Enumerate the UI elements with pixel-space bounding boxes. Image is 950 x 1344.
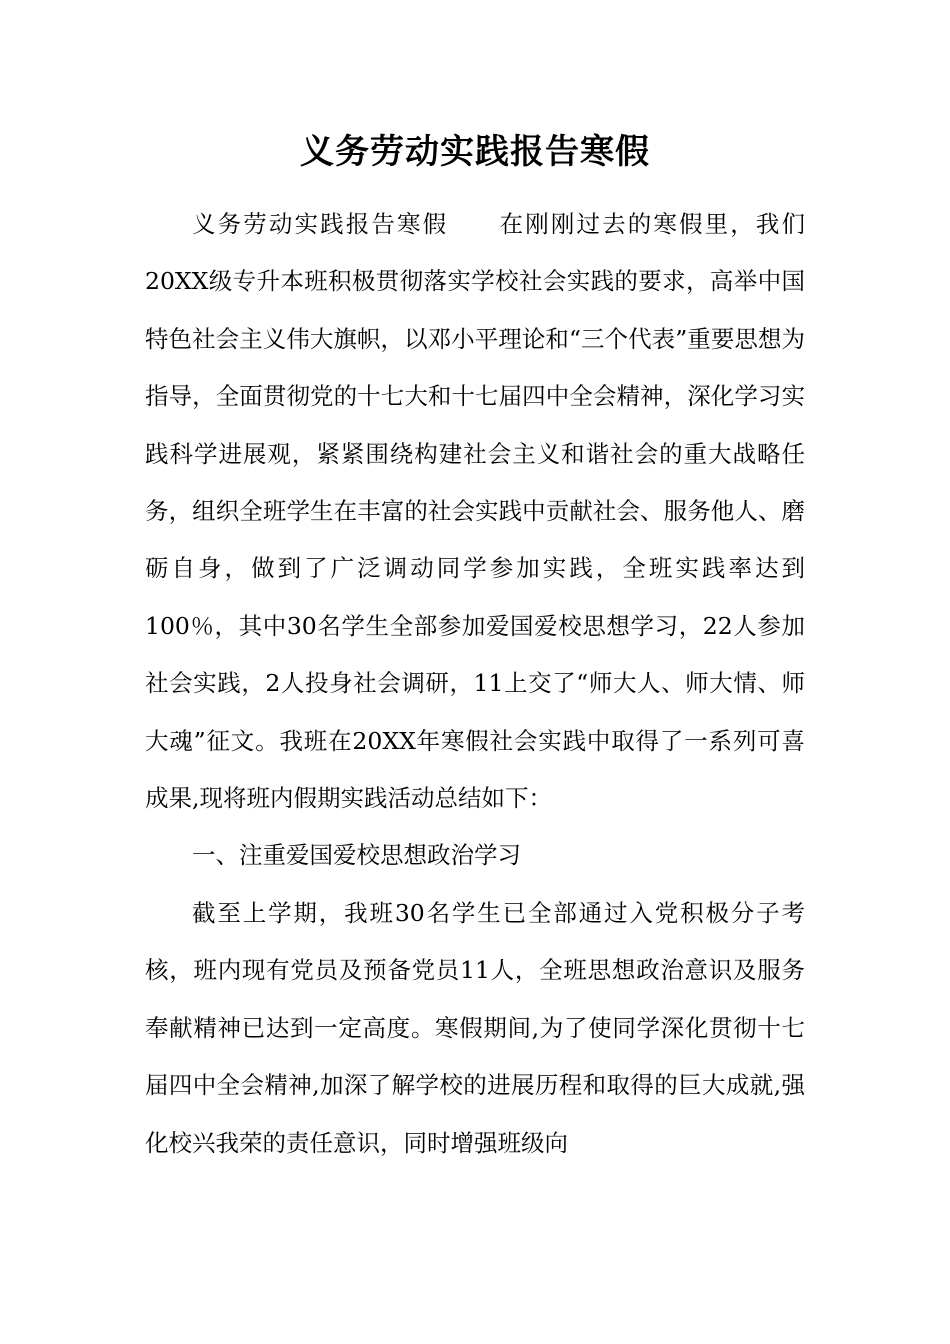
- section-heading-1: 一、注重爱国爱校思想政治学习: [192, 841, 521, 870]
- paragraph-section-1: 截至上学期，我班30名学生已全部通过入党积极分子考核，班内现有党员及预备党员11人，全班思想政治意识及服务奉献精神已达到一定高度。寒假期间,为了使同学深化贯彻十七届四中全会精神,加深了解学校的进展历程和取得的巨大成就,强化校兴我荣的责任意识，同时增强班级向: [145, 898, 805, 1157]
- document-body: [145, 196, 805, 1172]
- paragraph-intro: 义务劳动实践报告寒假 在刚刚过去的寒假里，我们20XX级专升本班积极贯彻落实学校社会实践的要求，高举中国特色社会主义伟大旗帜，以邓小平理论和“三个代表”重要思想为指导，全面贯彻党的十七大和十七届四中全会精神，深化学习实践科学进展观，紧紧围绕构建社会主义和谐社会的重大战略任务，组织全班学生在丰富的社会实践中贡献社会、服务他人、磨砺自身，做到了广泛调动同学参加实践，全班实践率达到100％，其中30名学生全部参加爱国爱校思想学习，22人参加社会实践，2人投身社会调研，11上交了“师大人、师大情、师大魂”征文。我班在20XX年寒假社会实践中取得了一系列可喜成果,现将班内假期实践活动总结如下：: [145, 210, 805, 813]
- document-title: 义务劳动实践报告寒假: [300, 132, 650, 172]
